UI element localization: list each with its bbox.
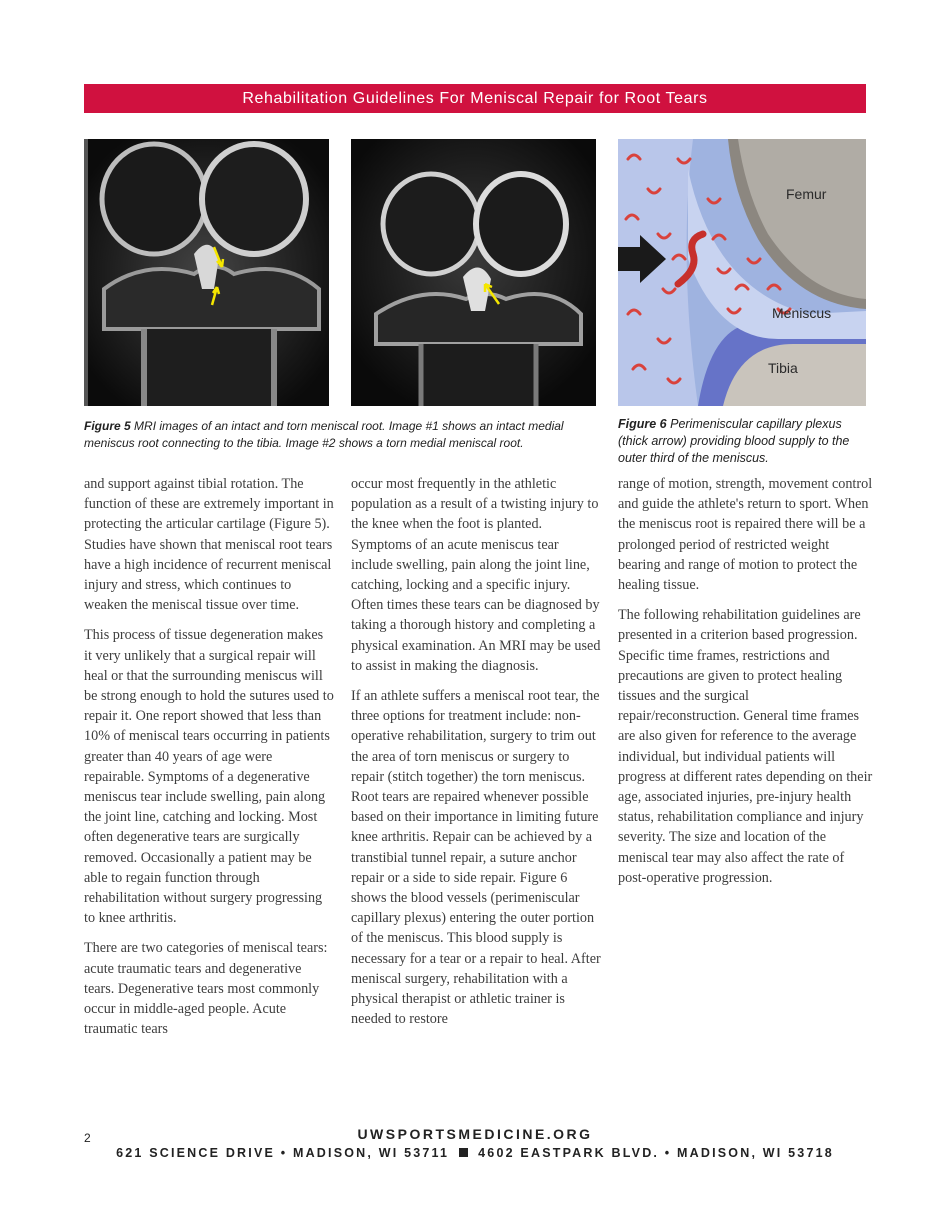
label-femur: Femur bbox=[786, 186, 827, 202]
text-column-2 bbox=[351, 474, 601, 1039]
text-column-3 bbox=[618, 474, 873, 898]
capillary-plexus-illustration bbox=[618, 139, 866, 406]
paragraph: If an athlete suffers a meniscal root tear, the three options for treatment include: non-operative rehabilitation, surgery to trim out the area of torn meniscus or surgery to repair (stitch together) the torn meniscus. Root tears are repaired whenever possible based on their importance in limiting future knee arthritis. Repair can be achieved by a transtibial tunnel repair, a suture anchor repair or a side to side repair. Figure 6 shows the blood vessels (perimeniscular capillary plexus) entering the outer portion of the meniscus. This blood supply is necessary for a tear or a repair to heal. After meniscal surgery, rehabilitation with a physical therapist or athletic trainer is needed to restore bbox=[351, 688, 601, 1028]
footer-address bbox=[0, 1146, 950, 1160]
mri-image-intact bbox=[84, 139, 329, 406]
mri-image-torn bbox=[351, 139, 596, 406]
figure-5-label: Figure 5 bbox=[84, 419, 131, 433]
page-header-banner bbox=[84, 84, 866, 113]
figure-5-text: MRI images of an intact and torn meniscal root. Image #1 shows an intact medial meniscus root connecting to the tibia. Image #2 shows a torn medial meniscal root. bbox=[84, 419, 564, 450]
paragraph: This process of tissue degeneration makes it very unlikely that a surgical repair will heal or that the surrounding meniscus will be strong enough to hold the sutures used to repair it. One report showed that less than 10% of meniscal tears occurring in patients greater than 40 years of age were repairable. Symptoms of a degenerative meniscus tear include swelling, pain along the joint line, catching and locking. Most often degenerative tears are surgically removed. Occasionally a patient may be able to regain function through rehabilitation without surgery progressing to knee arthritis. bbox=[84, 627, 334, 927]
paragraph: range of motion, strength, movement control and guide the athlete's return to sport. When the meniscus root is repaired there will be a prolonged period of restricted weight bearing and range of motion to protect the healing tissue. bbox=[618, 476, 873, 594]
footer-website: UWSPORTSMEDICINE.ORG bbox=[357, 1126, 593, 1142]
page-number: 2 bbox=[84, 1131, 91, 1145]
paragraph: The following rehabilitation guidelines are presented in a criterion based progression. Specific time frames, restrictions and precautions are given to protect healing tissues and the surgical repair/reconstruction. General time frames are also given for reference to the average individual, but individual patients will progress at different rates depending on their age, associated injuries, pre-injury health status, rehabilitation compliance and injury severity. The size and location of the meniscal tear may also affect the rate of post-operative progression. bbox=[618, 607, 873, 886]
address-eastpark: 4602 EASTPARK BLVD. • MADISON, WI 53718 bbox=[478, 1146, 834, 1160]
paragraph: There are two categories of meniscal tears: acute traumatic tears and degenerative tears. Degenerative tears most commonly occur in middle-aged people. Acute traumatic tears bbox=[84, 940, 328, 1038]
text-column-1 bbox=[84, 474, 334, 1049]
figure-6-caption bbox=[618, 416, 868, 467]
paragraph: and support against tibial rotation. The function of these are extremely important in protecting the articular cartilage (Figure 5). Studies have shown that meniscal root tears have a high incidence of recurrent meniscal injury and stress, which continues to weaken the meniscal tissue over time. bbox=[84, 476, 334, 614]
address-science-drive: 621 SCIENCE DRIVE • MADISON, WI 53711 bbox=[116, 1146, 450, 1160]
figure-6-text: Perimeniscular capillary plexus (thick arrow) providing blood supply to the outer third of the meniscus. bbox=[618, 417, 850, 465]
label-tibia: Tibia bbox=[768, 360, 798, 376]
figure-6-label: Figure 6 bbox=[618, 417, 667, 431]
label-meniscus: Meniscus bbox=[772, 305, 832, 321]
paragraph: occur most frequently in the athletic population as a result of a twisting injury to the knee when the foot is planted. Symptoms of an acute meniscus tear include swelling, pain along the joint line, catching, locking and a specific injury. Often times these tears can be diagnosed by taking a thorough history and completing a physical examination. An MRI may be used to assist in making the diagnosis. bbox=[351, 476, 601, 674]
figure-5-caption bbox=[84, 418, 584, 452]
separator-square bbox=[459, 1148, 468, 1157]
page-title: Rehabilitation Guidelines For Meniscal Repair for Root Tears bbox=[242, 89, 708, 107]
